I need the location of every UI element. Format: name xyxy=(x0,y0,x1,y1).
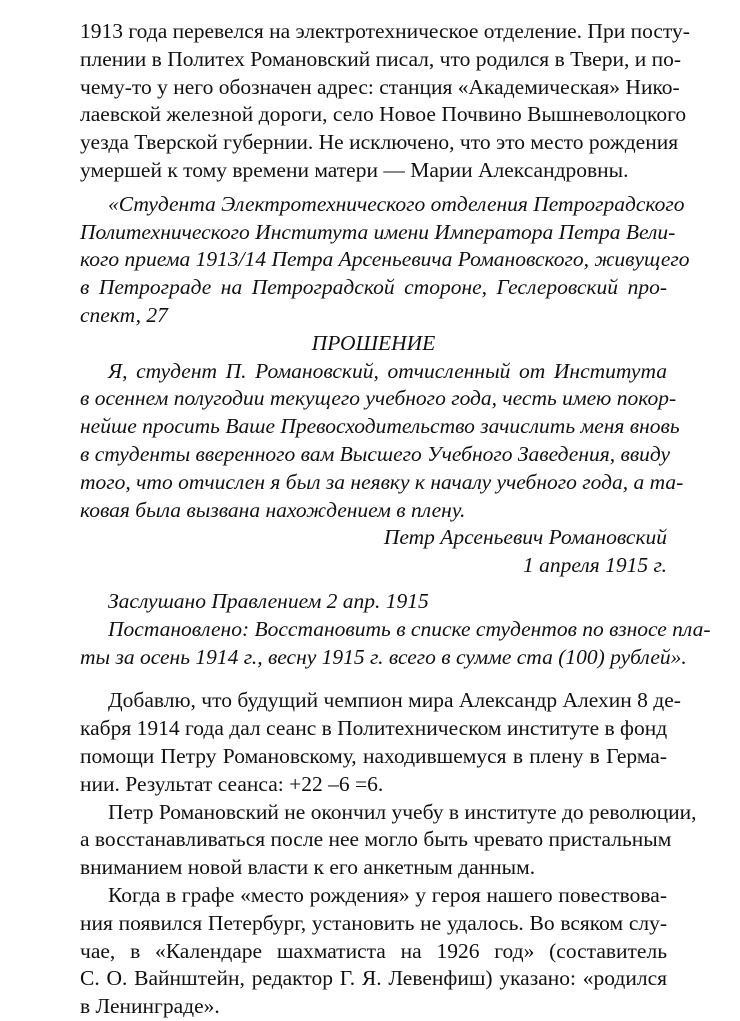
petition-title: ПРОШЕНИЕ xyxy=(311,330,436,355)
text-line: Политехнического Института имени Императора Петра Вели- xyxy=(80,219,676,244)
text-line: в осеннем полугодии текущего учебного года, честь имею покор- xyxy=(80,386,677,411)
revolution-paragraph xyxy=(80,799,697,882)
intro-paragraph xyxy=(80,18,690,185)
text-line: в Ленинграде». xyxy=(80,994,220,1019)
text-line: умершей к тому времени матери — Марии Александровны. xyxy=(80,157,629,182)
board-resolution xyxy=(80,588,711,671)
text-line: плении в Политех Романовский писал, что родился в Твери, и по- xyxy=(80,46,682,71)
text-line: спект, 27 xyxy=(80,302,168,327)
text-line: кого приема 1913/14 Петра Арсеньевича Романовского, живущего xyxy=(80,247,690,272)
text-line: чае, в «Календаре шахматиста на 1926 год» (составитель xyxy=(80,938,667,963)
text-line: «Студента Электротехнического отделения Петроградского xyxy=(108,191,685,216)
petition-signature xyxy=(80,524,667,580)
text-line: Постановлено: Восстановить в списке студентов по взносе пла- xyxy=(108,616,711,641)
text-line: в Петрограде на Петроградской стороне, Геслеровский про- xyxy=(80,275,667,300)
signature-date: 1 апреля 1915 г. xyxy=(523,553,667,578)
text-line: вниманием новой власти к его анкетным данным. xyxy=(80,855,536,880)
text-line: помощи Петру Романовскому, находившемуся в плену в Герма- xyxy=(80,743,667,768)
text-line: нии. Результат сеанса: +22 –6 =6. xyxy=(80,771,384,796)
text-line: ния появился Петербург, установить не удалось. Во всяком слу- xyxy=(80,910,667,935)
book-page xyxy=(80,18,711,1021)
text-line: того, что отчислен я был за неявку к началу учебного года, а та- xyxy=(80,469,684,494)
text-line: Добавлю, что будущий чемпион мира Александр Алехин 8 де- xyxy=(108,688,681,713)
text-line: Я, студент П. Романовский, отчисленный от Института xyxy=(108,358,667,383)
text-line: 1913 года перевелся на электротехническое отделение. При посту- xyxy=(80,19,690,43)
text-line: ты за осень 1914 г., весну 1915 г. всего в сумме ста (100) рублей». xyxy=(80,644,687,669)
text-line: в студенты вверенного вам Высшего Учебного Заведения, ввиду xyxy=(80,441,671,466)
text-line: а восстанавливаться после нее могло быть чревато пристальным xyxy=(80,827,672,852)
signature-name: Петр Арсеньевич Романовский xyxy=(383,525,667,550)
text-line: чему-то у него обозначен адрес: станция «Академическая» Нико- xyxy=(80,74,680,99)
text-line: Когда в графе «место рождения» у героя нашего повествова- xyxy=(108,882,667,907)
alekhine-paragraph xyxy=(80,687,681,798)
text-line: ковая была вызвана нахождением в плену. xyxy=(80,497,466,522)
text-line: лаевской железной дороги, село Новое Почвино Вышневолоцкого xyxy=(80,102,687,127)
petition-header xyxy=(80,191,690,330)
text-line: уезда Тверской губернии. Не исключено, что это место рождения xyxy=(80,130,679,155)
text-line: С. О. Вайнштейн, редактор Г. Я. Левенфиш) указано: «родился xyxy=(80,966,667,991)
petition-body xyxy=(80,358,684,525)
text-line: нейше просить Ваше Превосходительство зачислить меня вновь xyxy=(80,414,680,439)
text-line: Петр Романовский не окончил учебу в институте до революции, xyxy=(108,799,697,824)
text-line: Заслушано Правлением 2 апр. 1915 xyxy=(108,588,429,613)
birthplace-paragraph xyxy=(80,882,667,1021)
text-line: кабря 1914 года дал сеанс в Политехническом институте в фонд xyxy=(80,716,668,741)
